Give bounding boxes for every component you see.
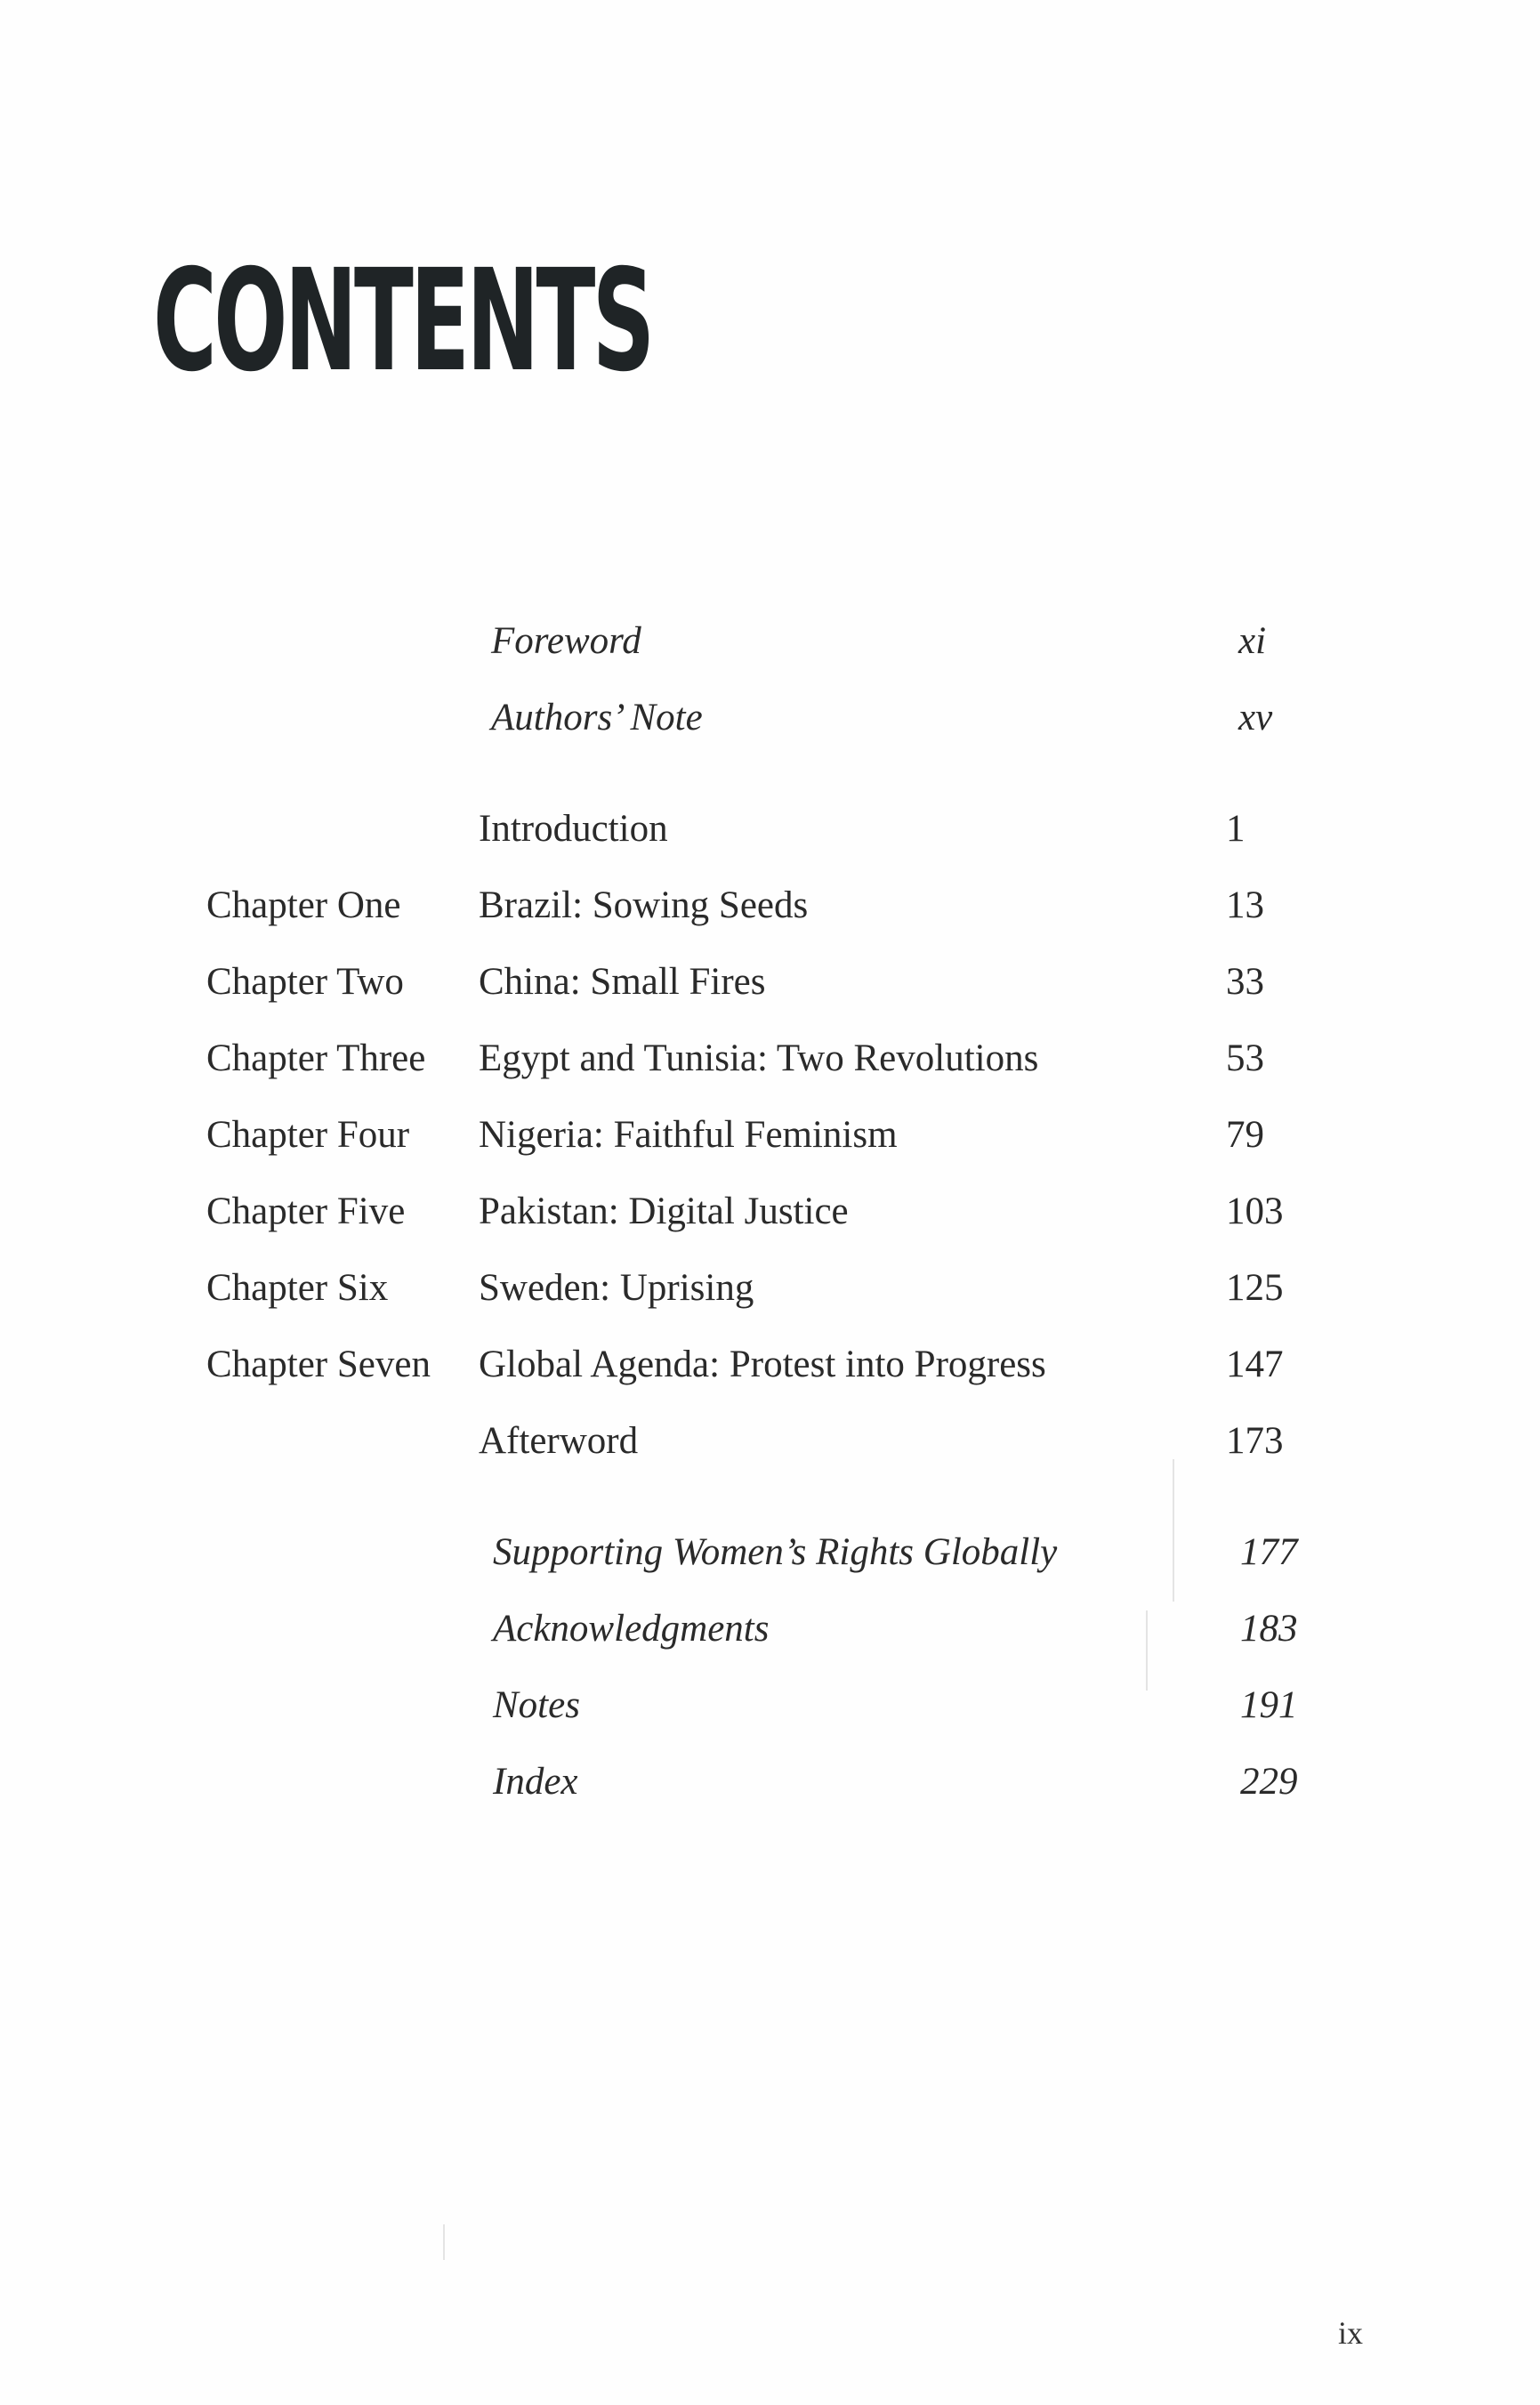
toc-entry-notes — [14, 1675, 1540, 1737]
entry-title: Supporting Women’s Rights Globally — [493, 1531, 1058, 1573]
toc-entry-chapter-six — [0, 1257, 1540, 1320]
toc-entry-chapter-four — [0, 1104, 1540, 1166]
entry-page-number: 13 — [1226, 884, 1264, 926]
toc-entry-chapter-one — [0, 875, 1540, 937]
toc-entry-chapter-two — [0, 951, 1540, 1013]
toc-entry-chapter-three — [0, 1028, 1540, 1090]
entry-title: Nigeria: Faithful Feminism — [479, 1114, 898, 1156]
entry-title: Global Agenda: Protest into Progress — [479, 1344, 1046, 1385]
toc-entry-authors-note — [12, 687, 1540, 749]
toc-entry-chapter-seven — [0, 1334, 1540, 1396]
scan-artifact-line — [1146, 1610, 1148, 1691]
entry-title: Pakistan: Digital Justice — [479, 1190, 849, 1232]
entry-page-number: 173 — [1226, 1420, 1284, 1462]
entry-page-number: xi — [1238, 620, 1267, 662]
entry-title: Sweden: Uprising — [479, 1267, 754, 1309]
toc-entry-introduction — [0, 798, 1540, 860]
toc-entry-foreword — [12, 610, 1540, 673]
entry-page-number: 147 — [1226, 1344, 1284, 1385]
scan-artifact-line — [443, 2224, 445, 2260]
chapter-label: Chapter Four — [206, 1114, 410, 1156]
entry-title: Acknowledgments — [493, 1608, 770, 1650]
entry-title: Egypt and Tunisia: Two Revolutions — [479, 1037, 1039, 1079]
toc-entry-chapter-five — [0, 1181, 1540, 1243]
chapter-label: Chapter Seven — [206, 1344, 431, 1385]
toc-entry-afterword — [0, 1410, 1540, 1473]
chapter-label: Chapter Three — [206, 1037, 426, 1079]
entry-page-number: 191 — [1240, 1684, 1298, 1726]
page-number: ix — [1338, 2315, 1364, 2351]
entry-title: Index — [493, 1761, 578, 1803]
entry-page-number: xv — [1238, 697, 1273, 738]
scan-artifact-line — [1173, 1459, 1174, 1602]
entry-page-number: 229 — [1240, 1761, 1298, 1803]
chapter-label: Chapter One — [206, 884, 401, 926]
entry-title: Introduction — [479, 808, 668, 850]
chapter-label: Chapter Two — [206, 961, 404, 1003]
entry-title: China: Small Fires — [479, 961, 766, 1003]
entry-title: Authors’ Note — [491, 697, 703, 738]
toc-entry-supporting-womens-rights — [14, 1521, 1540, 1584]
entry-title: Foreword — [491, 620, 641, 662]
page-heading: CONTENTS — [153, 239, 652, 403]
chapter-label: Chapter Six — [206, 1267, 389, 1309]
entry-page-number: 53 — [1226, 1037, 1264, 1079]
entry-page-number: 1 — [1226, 808, 1246, 850]
entry-page-number: 125 — [1226, 1267, 1284, 1309]
entry-title: Brazil: Sowing Seeds — [479, 884, 809, 926]
entry-title: Afterword — [479, 1420, 639, 1462]
entry-page-number: 183 — [1240, 1608, 1298, 1650]
toc-entry-acknowledgments — [14, 1598, 1540, 1660]
entry-title: Notes — [493, 1684, 580, 1726]
chapter-label: Chapter Five — [206, 1190, 406, 1232]
entry-page-number: 33 — [1226, 961, 1264, 1003]
entry-page-number: 177 — [1240, 1531, 1298, 1573]
toc-entry-index — [14, 1751, 1540, 1813]
entry-page-number: 103 — [1226, 1190, 1284, 1232]
entry-page-number: 79 — [1226, 1114, 1264, 1156]
